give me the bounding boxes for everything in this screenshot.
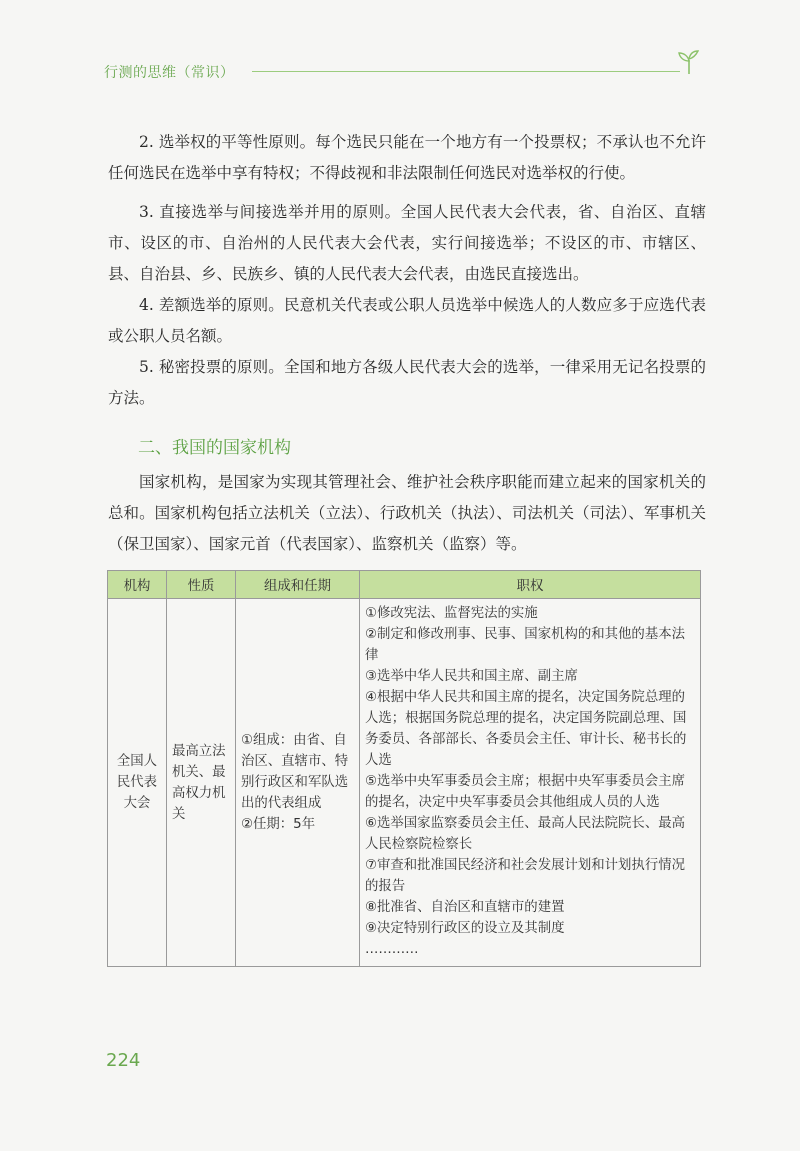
header-rule bbox=[252, 71, 680, 72]
paragraph-competitive-election: 4. 差额选举的原则。民意机关代表或公职人员选举中候选人的人数应多于应选代表或公职人员名额。 bbox=[108, 296, 706, 345]
table-header-composition: 组成和任期 bbox=[236, 571, 360, 599]
power-item: ⑤选举中央军事委员会主席；根据中央军事委员会主席的提名，决定中央军事委员会其他组成人员的人选 bbox=[365, 774, 685, 810]
table-header-row bbox=[108, 571, 701, 599]
table-header-powers: 职权 bbox=[360, 571, 701, 599]
power-item: ⑨决定特别行政区的设立及其制度 bbox=[365, 921, 565, 936]
composition-item: ②任期：5年 bbox=[241, 817, 316, 832]
cell-nature: 最高立法机关、最高权力机关 bbox=[167, 599, 236, 967]
state-organs-table bbox=[107, 570, 701, 967]
paragraph-direct-indirect-election: 3. 直接选举与间接选举并用的原则。全国人民代表大会代表，省、自治区、直辖市、设区的市、自治州的人民代表大会代表，实行间接选举；不设区的市、市辖区、县、自治县、乡、民族乡、镇的人民代表大会代表，由选民直接选出。 bbox=[108, 203, 706, 283]
page-header bbox=[104, 60, 704, 86]
composition-item: ①组成：由省、自治区、直辖市、特别行政区和军队选出的代表组成 bbox=[241, 733, 349, 811]
power-item: ②制定和修改刑事、民事、国家机构的和其他的基本法律 bbox=[365, 627, 685, 663]
paragraph-secret-ballot: 5. 秘密投票的原则。全国和地方各级人民代表大会的选举，一律采用无记名投票的方法。 bbox=[108, 358, 706, 407]
power-item: ⑥选举国家监察委员会主任、最高人民法院院长、最高人民检察院检察长 bbox=[365, 816, 685, 852]
table-header-org: 机构 bbox=[108, 571, 167, 599]
cell-powers bbox=[360, 599, 701, 967]
cell-org: 全国人民代表大会 bbox=[108, 599, 167, 967]
powers-list bbox=[365, 599, 695, 966]
table-header-nature: 性质 bbox=[167, 571, 236, 599]
paragraph-equal-suffrage: 2. 选举权的平等性原则。每个选民只能在一个地方有一个投票权；不承认也不允许任何选民在选举中享有特权；不得歧视和非法限制任何选民对选举权的行使。 bbox=[108, 133, 706, 182]
section-intro: 国家机构，是国家为实现其管理社会、维护社会秩序职能而建立起来的国家机关的总和。国家机构包括立法机关（立法）、行政机关（执法）、司法机关（司法）、军事机关（保卫国家）、国家元首（代表国家）、监察机关（监察）等。 bbox=[108, 473, 706, 553]
cell-composition bbox=[236, 599, 360, 967]
power-item: ⑧批准省、自治区和直辖市的建置 bbox=[365, 900, 565, 915]
power-item: ③选举中华人民共和国主席、副主席 bbox=[365, 669, 578, 684]
power-item: ④根据中华人民共和国主席的提名，决定国务院总理的人选；根据国务院总理的提名，决定国务院副总理、国务委员、各部部长、各委员会主任、审计长、秘书长的人选 bbox=[365, 690, 687, 768]
power-item: ⑦审查和批准国民经济和社会发展计划和计划执行情况的报告 bbox=[365, 858, 685, 894]
table-row bbox=[108, 599, 701, 967]
header-title: 行测的思维（常识） bbox=[104, 65, 235, 81]
page-number: 224 bbox=[106, 1050, 141, 1071]
power-item: ………… bbox=[365, 942, 419, 957]
power-item: ①修改宪法、监督宪法的实施 bbox=[365, 606, 538, 621]
section-heading: 二、我国的国家机构 bbox=[138, 438, 291, 458]
sprout-icon bbox=[674, 46, 704, 76]
